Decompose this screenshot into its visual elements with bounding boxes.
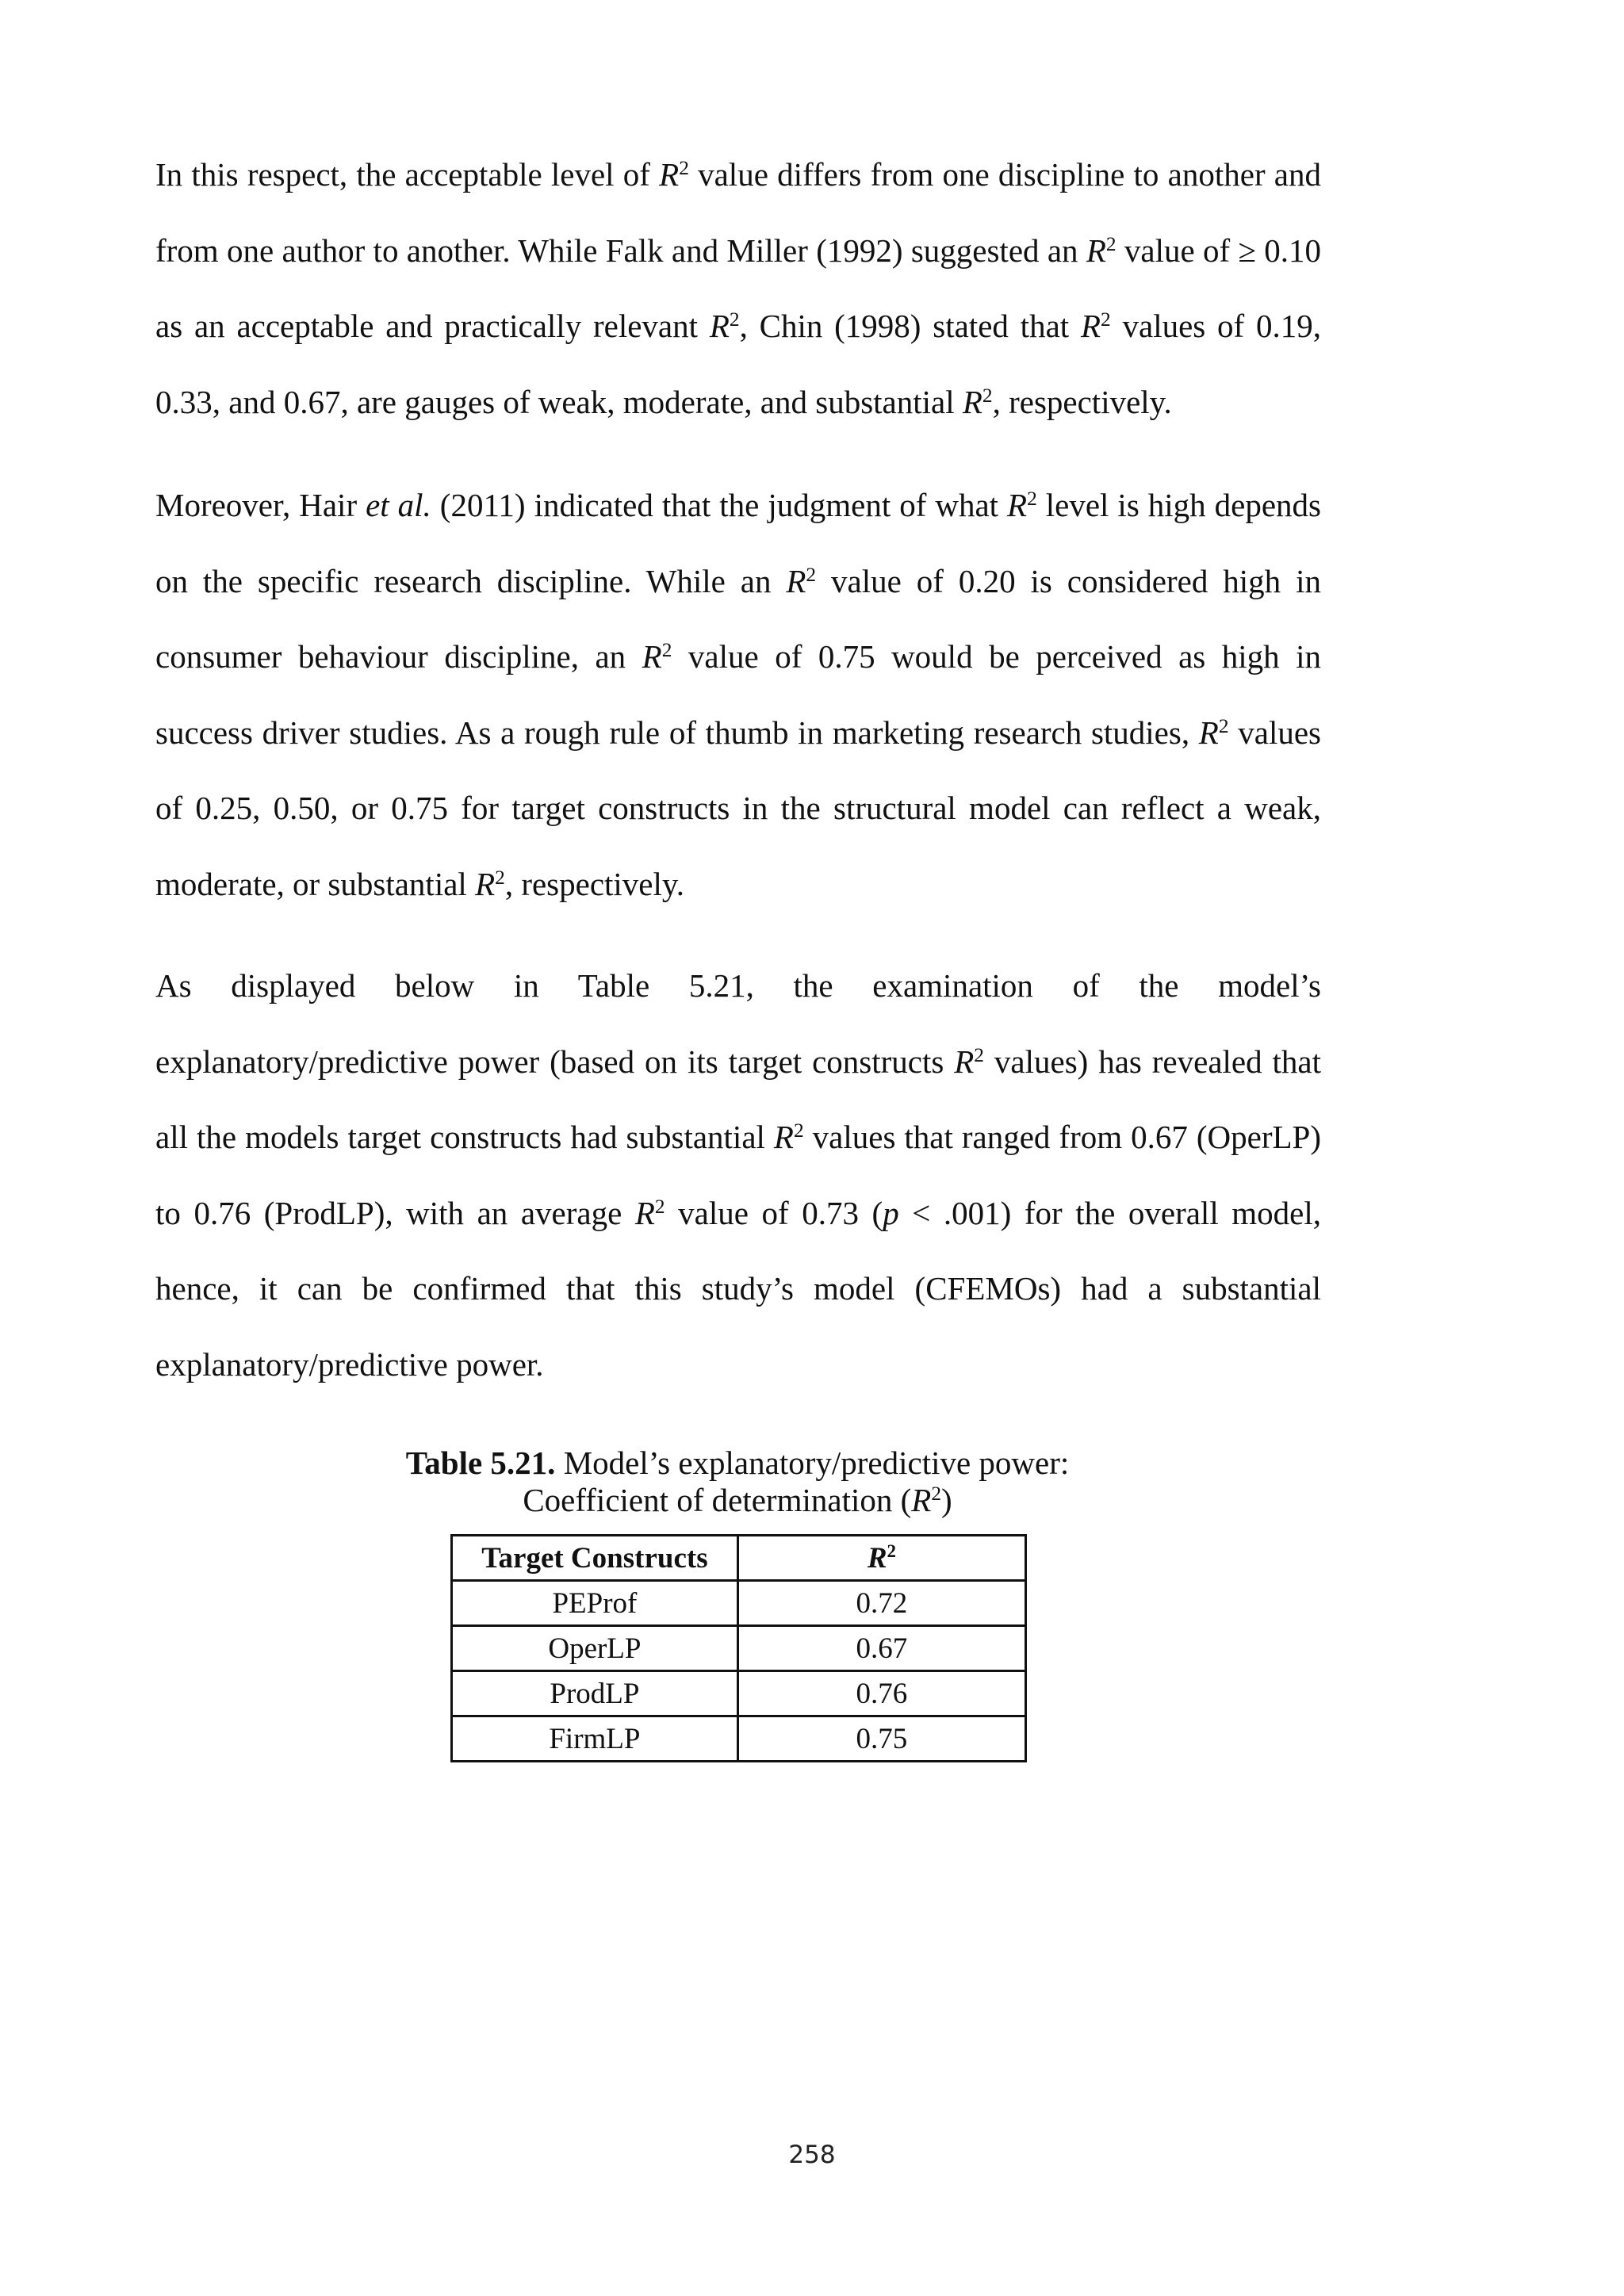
paragraph-table-intro-line1 xyxy=(155,948,1321,1024)
text-span: values of 0.19, 0.33, and 0.67, are gauges of weak, moderate, and substantial xyxy=(155,308,1321,420)
r-symbol: R xyxy=(634,1194,655,1231)
superscript: 2 xyxy=(806,563,817,586)
caption-line-1 xyxy=(341,1445,1134,1482)
text-span: values of 0.25, 0.50, or 0.75 for target constructs in the structural model can reflect a weak, moderate, or substantial xyxy=(155,714,1321,902)
r-symbol: R xyxy=(911,1482,932,1518)
superscript: 2 xyxy=(974,1043,984,1066)
paragraph-hair-rule-of-thumb xyxy=(155,468,1321,922)
construct-cell: PEProf xyxy=(452,1581,738,1626)
construct-cell: ProdLP xyxy=(452,1671,738,1716)
table-caption xyxy=(341,1445,1134,1519)
text-span: value differs from one discipline to another and from one author to another. While Falk and Miller (1992) suggested an xyxy=(155,156,1322,269)
r-symbol: R xyxy=(773,1119,794,1155)
r2-value-cell: 0.67 xyxy=(737,1626,1025,1671)
caption-title: Coefficient of determination ( xyxy=(523,1482,912,1518)
r2-value-cell: 0.72 xyxy=(737,1581,1025,1626)
r2-value-cell: 0.76 xyxy=(737,1671,1025,1716)
table-header-row xyxy=(452,1536,1026,1581)
r-symbol: R xyxy=(1080,308,1101,344)
paragraph-examination-results xyxy=(155,1024,1321,1403)
r-symbol: R xyxy=(1007,487,1028,523)
page-number: 258 xyxy=(788,2141,836,2169)
superscript: 2 xyxy=(887,1540,896,1561)
text-span: value of ≥ 0.10 as an acceptable and practically relevant xyxy=(155,232,1321,344)
superscript: 2 xyxy=(661,639,672,662)
r2-table xyxy=(450,1534,1027,1762)
text-span: , respectively. xyxy=(992,383,1172,420)
superscript: 2 xyxy=(654,1195,665,1218)
text-span: Moreover, Hair xyxy=(155,487,366,523)
superscript: 2 xyxy=(793,1119,804,1142)
text-span: explanatory/predictive power (based on its target constructs xyxy=(155,1043,955,1080)
text-span: value of 0.75 would be perceived as high in success driver studies. As a rough rule of thumb in marketing research studies, xyxy=(155,638,1321,751)
r-symbol: R xyxy=(962,383,982,420)
table-row xyxy=(452,1716,1026,1762)
text-span: , Chin (1998) stated that xyxy=(739,308,1081,344)
superscript: 2 xyxy=(1101,308,1111,331)
r-symbol: R xyxy=(709,308,730,344)
superscript: 2 xyxy=(679,157,689,180)
table-row xyxy=(452,1626,1026,1671)
r-symbol: R xyxy=(1198,714,1219,751)
superscript: 2 xyxy=(1027,488,1037,511)
p-symbol: p xyxy=(883,1194,899,1231)
text-span: value of 0.73 ( xyxy=(665,1194,883,1231)
caption-title: ) xyxy=(941,1482,952,1518)
text-span: As displayed below in Table 5.21, the examination of the model’s xyxy=(155,967,1321,1004)
table-row xyxy=(452,1581,1026,1626)
text-span: , respectively. xyxy=(504,865,684,902)
construct-cell: OperLP xyxy=(452,1626,738,1671)
r-symbol: R xyxy=(475,865,496,902)
superscript: 2 xyxy=(729,308,740,331)
r2-value-cell: 0.75 xyxy=(737,1716,1025,1762)
superscript: 2 xyxy=(1218,714,1229,737)
text-span: value of 0.20 is considered high in consumer behaviour discipline, an xyxy=(155,562,1321,675)
r-symbol: R xyxy=(954,1043,975,1080)
superscript: 2 xyxy=(982,384,993,407)
header-r2 xyxy=(737,1536,1025,1581)
r-symbol: R xyxy=(1086,232,1106,269)
superscript: 2 xyxy=(495,866,505,889)
text-span: values) has revealed that all the models target constructs had substantial xyxy=(155,1043,1322,1155)
r-symbol: R xyxy=(786,562,806,599)
header-target-constructs: Target Constructs xyxy=(452,1536,738,1581)
superscript: 2 xyxy=(1105,232,1116,255)
caption-title: Model’s explanatory/predictive power: xyxy=(555,1445,1070,1481)
text-span: (2011) indicated that the judgment of what xyxy=(431,487,1008,523)
caption-label: Table 5.21. xyxy=(405,1445,556,1481)
superscript: 2 xyxy=(931,1483,942,1506)
et-al: et al. xyxy=(366,487,431,523)
text-span: In this respect, the acceptable level of xyxy=(155,156,660,193)
r-symbol: R xyxy=(642,638,662,675)
r-symbol: R xyxy=(659,156,680,193)
paragraph-r2-acceptable-level xyxy=(155,137,1321,440)
table-row xyxy=(452,1671,1026,1716)
text-span: level is high depends on the specific research discipline. While an xyxy=(155,487,1321,599)
text-span: values that ranged from 0.67 (OperLP) to 0.76 (ProdLP), with an average xyxy=(155,1119,1321,1231)
r-symbol: R xyxy=(867,1541,887,1575)
text-span: < .001) for the overall model, hence, it can be confirmed that this study’s model (CFEMOs) had a substantial explanatory/predictive power. xyxy=(155,1194,1321,1383)
caption-line-2 xyxy=(341,1482,1134,1519)
construct-cell: FirmLP xyxy=(452,1716,738,1762)
